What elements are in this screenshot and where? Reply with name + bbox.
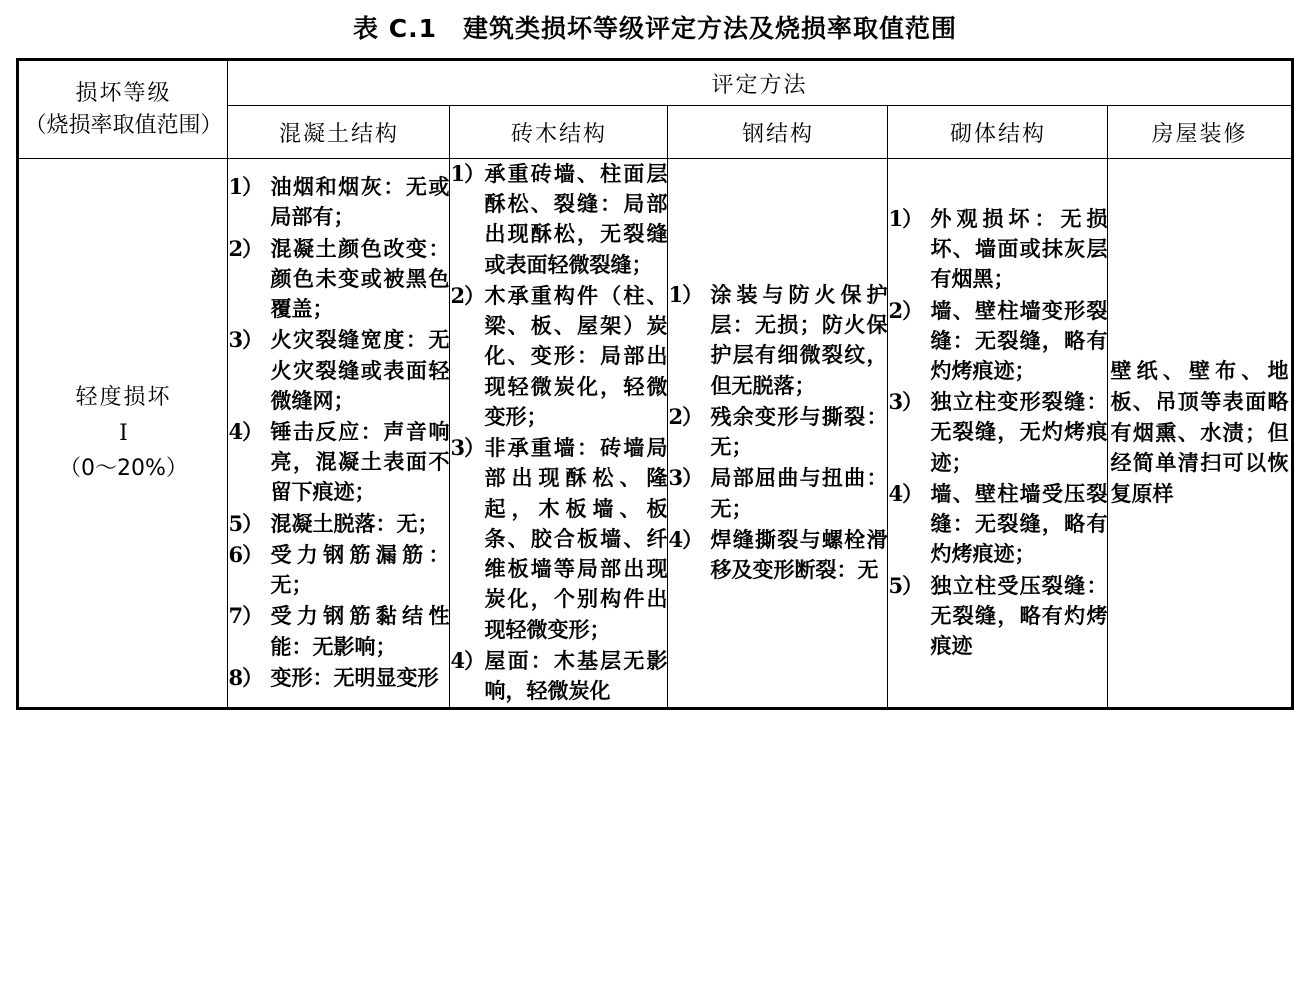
cell-steel-structure (668, 159, 888, 709)
cell-brick-wood-structure (450, 159, 668, 709)
list-item-text: 油烟和烟灰：无或局部有； (270, 175, 450, 230)
decoration-text: 壁纸、壁布、地板、吊顶等表面略有烟熏、水渍；但经简单清扫可以恢复原样 (1110, 359, 1289, 507)
list-item-text: 独立柱变形裂缝：无裂缝，无灼烤痕迹； (930, 390, 1108, 475)
list-item-number: 1） (450, 161, 485, 186)
list-item-text: 焊缝撕裂与螺栓滑移及变形断裂：无 (710, 527, 888, 583)
list-item (450, 281, 667, 432)
concrete-item-list (228, 172, 449, 693)
list-item (228, 540, 449, 600)
list-item-number: 5） (888, 572, 923, 598)
list-item (668, 525, 887, 585)
list-item-number: 1） (228, 174, 263, 200)
list-item-text: 涂装与防火保护层：无损；防火保护层有细微裂纹，但无脱落； (710, 282, 888, 398)
list-item (228, 172, 449, 232)
list-item-number: 8） (228, 664, 263, 690)
list-item-text: 墙、壁柱墙受压裂缝：无裂缝，略有灼烤痕迹； (930, 481, 1108, 567)
steel-item-list (668, 280, 887, 585)
grade-burn-rate-range: （0～20%） (59, 455, 188, 481)
header-column-masonry: 砌体结构 (888, 106, 1108, 159)
list-item (450, 433, 667, 645)
masonry-item-list (888, 204, 1107, 662)
list-item (888, 387, 1107, 478)
header-damage-grade-line2: （烧损率取值范围） (24, 112, 223, 138)
list-item (228, 325, 449, 416)
cell-concrete-structure (228, 159, 450, 709)
list-item-text: 受力钢筋黏结性能：无影响； (270, 604, 450, 659)
list-item (668, 280, 887, 401)
list-item-text: 锤击反应：声音响亮，混凝土表面不留下痕迹； (270, 419, 450, 505)
header-column-concrete: 混凝土结构 (228, 106, 450, 159)
header-column-steel: 钢结构 (668, 106, 888, 159)
list-item-number: 3） (888, 389, 923, 415)
list-item-number: 1） (668, 281, 703, 307)
list-item-text: 屋面：木基层无影响，轻微炭化 (484, 648, 668, 703)
header-column-brick-wood: 砖木结构 (450, 106, 668, 159)
list-item-text: 变形：无明显变形 (270, 665, 439, 690)
list-item-number: 4） (450, 647, 485, 673)
list-item-number: 7） (228, 603, 263, 629)
list-item-text: 局部屈曲与扭曲：无； (710, 466, 888, 521)
list-item-number: 2） (668, 403, 703, 429)
list-item (888, 296, 1107, 387)
table-header (18, 60, 1292, 159)
header-damage-grade-line1: 损坏等级 (75, 80, 172, 106)
list-item-text: 木承重构件（柱、梁、板、屋架）炭化、变形：局部出现轻微炭化，轻微变形； (484, 283, 668, 429)
list-item (228, 417, 449, 508)
list-item-number: 2） (450, 282, 485, 308)
header-column-decoration: 房屋装修 (1108, 106, 1292, 159)
list-item-text: 混凝土脱落：无； (270, 511, 439, 536)
list-item (228, 234, 449, 325)
list-item (888, 571, 1107, 662)
cell-damage-grade (18, 159, 228, 709)
list-item (228, 601, 449, 661)
cell-house-decoration (1108, 159, 1292, 709)
list-item-number: 6） (228, 541, 263, 567)
list-item-number: 1） (888, 205, 923, 231)
list-item (450, 159, 667, 280)
list-item-text: 混凝土颜色改变：颜色未变或被黑色覆盖； (270, 236, 450, 322)
grade-roman-numeral: Ⅰ (119, 420, 128, 446)
brick-wood-item-list (450, 159, 667, 706)
list-item-text: 外观损坏：无损坏、墙面或抹灰层有烟黑； (930, 206, 1108, 292)
list-item-text: 墙、壁柱墙变形裂缝：无裂缝，略有灼烤痕迹； (930, 298, 1108, 384)
list-item-number: 4） (228, 418, 263, 444)
list-item-text: 独立柱受压裂缝：无裂缝，略有灼烤痕迹 (930, 573, 1108, 659)
grade-name: 轻度损坏 (75, 385, 172, 411)
list-item (228, 509, 449, 539)
header-assessment-method: 评定方法 (228, 60, 1292, 106)
cell-masonry-structure (888, 159, 1108, 709)
list-item-number: 5） (228, 510, 263, 536)
list-item-text: 承重砖墙、柱面层酥松、裂缝：局部出现酥松，无裂缝或表面轻微裂缝； (484, 162, 668, 277)
damage-grade-table (16, 58, 1293, 710)
table-row (18, 159, 1292, 709)
list-item-text: 受力钢筋漏筋：无； (270, 542, 450, 598)
list-item-text: 非承重墙：砖墙局部出现酥松、隆起，木板墙、板条、胶合板墙、纤维板墙等局部出现炭化，个别构件出现轻微变形； (484, 436, 668, 642)
list-item-number: 3） (228, 327, 263, 353)
header-damage-grade (18, 60, 228, 159)
list-item-number: 4） (888, 480, 923, 506)
list-item (888, 204, 1107, 295)
list-item-number: 2） (888, 297, 923, 323)
list-item (668, 463, 887, 523)
list-item-number: 3） (668, 465, 703, 491)
list-item-number: 3） (450, 435, 485, 461)
table-body (18, 159, 1292, 709)
list-item-number: 2） (228, 235, 263, 261)
list-item-text: 残余变形与撕裂：无； (710, 404, 888, 460)
list-item (668, 402, 887, 462)
list-item (228, 663, 449, 693)
list-item (450, 646, 667, 706)
page-title: 表 C.1 建筑类损坏等级评定方法及烧损率取值范围 (353, 14, 957, 43)
list-item-text: 火灾裂缝宽度：无火灾裂缝或表面轻微缝网； (270, 328, 450, 413)
list-item (888, 479, 1107, 570)
list-item-number: 4） (668, 526, 703, 552)
header-row-top (18, 60, 1292, 106)
